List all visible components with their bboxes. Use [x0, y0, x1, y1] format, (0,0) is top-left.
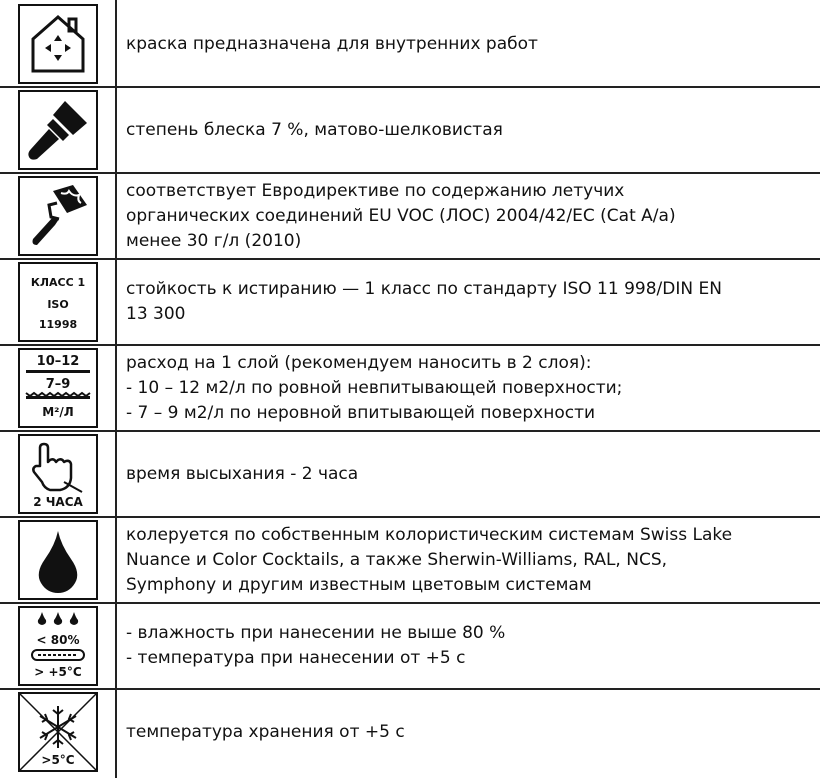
spec-line: степень блеска 7 %, матово-шелковистая [126, 119, 503, 140]
spec-line: Symphony и другим известным цветовым системам [126, 574, 592, 595]
spec-line: - 7 – 9 м2/л по неровной впитывающей поверхности [126, 402, 596, 423]
spec-text [126, 688, 812, 776]
spec-line: - влажность при нанесении не выше 80 % [126, 623, 506, 643]
spec-text [126, 344, 812, 432]
spec-line: стойкость к истиранию — 1 класс по стандарту ISO 11 998/DIN EN [126, 279, 722, 299]
tinting-drop-icon [18, 520, 98, 600]
icon-label: ISO [47, 298, 69, 311]
spec-line: - 10 – 12 м2/л по ровной невпитывающей поверхности; [126, 377, 623, 398]
spec-row-tinting [0, 516, 820, 602]
spec-text [126, 0, 812, 88]
spec-line: менее 30 г/л (2010) [126, 230, 302, 251]
spec-text [126, 516, 812, 604]
icon-label: 7–9 [45, 377, 71, 392]
spec-row-gloss [0, 86, 820, 172]
spec-row-voc [0, 172, 820, 258]
spec-text [126, 86, 812, 174]
spec-line: расход на 1 слой (рекомендуем наносить в 2 слоя): [126, 352, 592, 373]
spec-text [126, 258, 812, 346]
spec-text [126, 172, 812, 260]
spec-text [126, 602, 812, 690]
spec-row-storage [0, 688, 820, 778]
icon-label: 2 ЧАСА [33, 495, 83, 509]
spec-line: время высыхания - 2 часа [126, 463, 359, 484]
spec-row-drying [0, 430, 820, 516]
storage-frost-icon [18, 692, 98, 772]
paint-brush-icon [18, 90, 98, 170]
spec-line: - температура при нанесении от +5 с [126, 648, 466, 668]
icon-label: М²/Л [42, 405, 74, 419]
icon-label: 10–12 [36, 354, 80, 369]
spec-line: Nuance и Color Cocktails, а также Sherwin-Williams, RAL, NCS, [126, 549, 668, 570]
icon-label: < 80% [36, 633, 80, 647]
spec-line: органических соединений EU VOC (ЛОС) 2004/42/EC (Cat A/a) [126, 205, 676, 226]
icon-label: 11998 [38, 318, 78, 331]
abrasion-class-icon [18, 262, 98, 342]
spec-row-consumption [0, 344, 820, 430]
house-interior-icon [18, 4, 98, 84]
spec-line: 13 300 [126, 304, 186, 324]
spec-text [126, 430, 812, 518]
spec-line: краска предназначена для внутренних работ [126, 33, 538, 54]
consumption-icon [18, 348, 98, 428]
spec-row-interior-use [0, 0, 820, 86]
spec-line: колеруется по собственным колористическим системам Swiss Lake [126, 524, 733, 545]
spec-row-abrasion [0, 258, 820, 344]
icon-label: >5°C [41, 753, 75, 767]
paint-roller-icon [18, 176, 98, 256]
spec-line: температура хранения от +5 с [126, 721, 405, 742]
icon-label: > +5°C [34, 665, 82, 679]
drying-time-icon [18, 434, 98, 514]
icon-label: КЛАСС 1 [30, 276, 86, 289]
spec-row-application-conditions [0, 602, 820, 688]
application-conditions-icon [18, 606, 98, 686]
spec-line: соответствует Евродирективе по содержанию летучих [126, 180, 625, 201]
